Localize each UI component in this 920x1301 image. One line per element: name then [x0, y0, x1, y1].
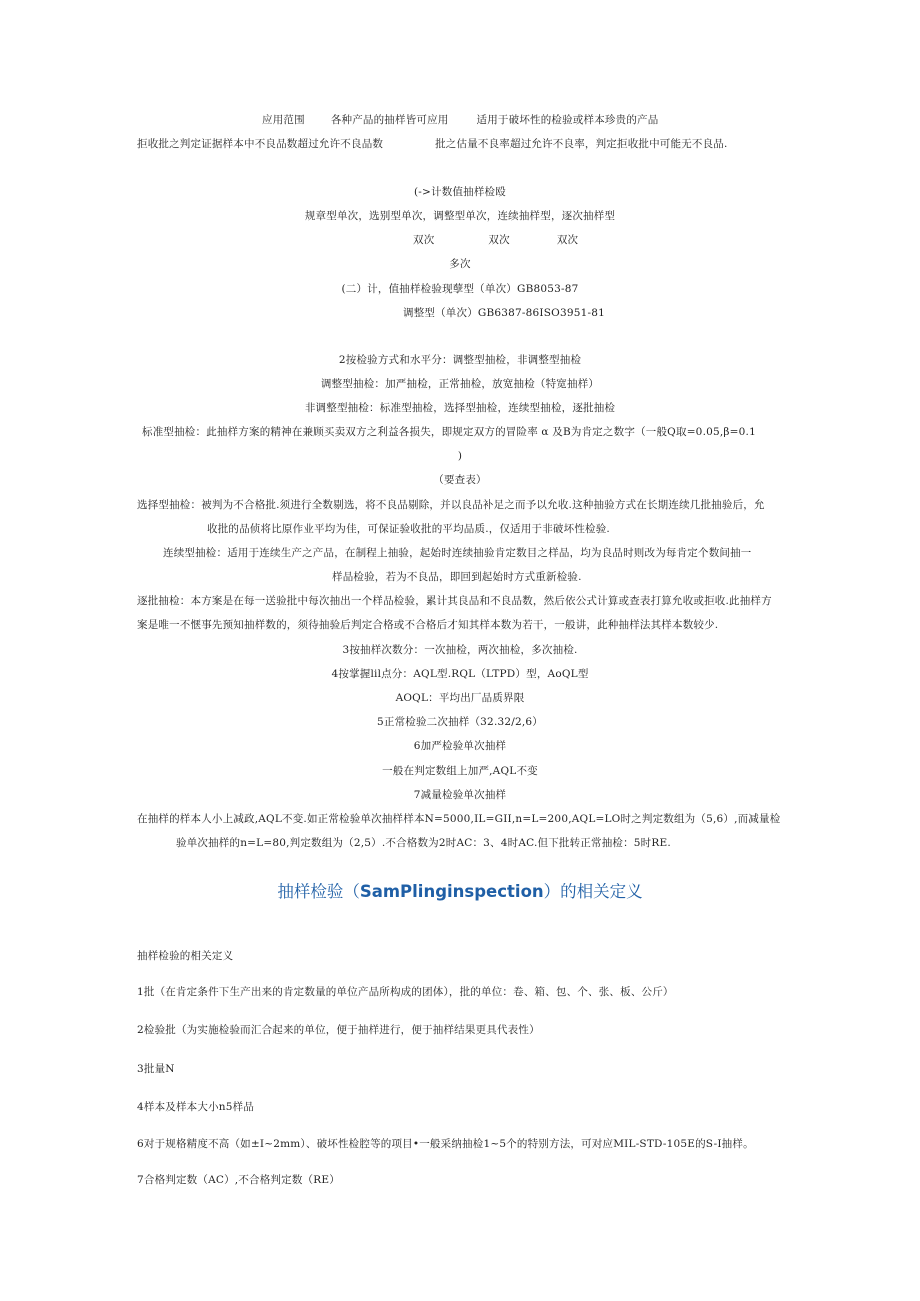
scope-variables: 适用于破坏性的检验或样本珍贵的产品: [476, 114, 659, 126]
reject-counting: 拒收批之判定证据样本中不良品数超过允许不良品数: [137, 138, 384, 150]
point6-note: 一般在判定数组上加严,AQL不变: [382, 765, 538, 777]
reject-row: [137, 137, 728, 151]
definition-2: 2检验批（为实施检验而汇合起来的单位，便于抽样进行，便于抽样结果更具代表性）: [137, 1024, 540, 1036]
section-heading: [0, 881, 920, 903]
double-1: 双次: [413, 234, 435, 246]
point2-nonadjusted: 非调整型抽检：标准型抽检，选择型抽检，连续型抽检，逐批抽检: [304, 402, 616, 414]
double-2: 双次: [488, 234, 510, 246]
point2-selective-line1: 选择型抽检：被判为不合格批.须进行全数剔选，将不良品剔除，并以良品补足之而予以允收.这种抽验方式在长期连续几批抽验后，允: [137, 499, 765, 511]
point2-continuous-line2: 样品检验，若为不良品，即回到起始时方式重新检验.: [332, 571, 582, 583]
definition-1: 1批（在肯定条件下生产出来的肯定数量的单位产品所构成的团体），批的单位：卷、箱、包、个、张、板、公斤）: [137, 986, 674, 998]
point3: 3按抽样次数分：一次抽检，两次抽检，多次抽检.: [342, 644, 578, 656]
point2-standard-line2: ): [457, 450, 463, 462]
point2-standard-line1: 标准型抽检：此抽样方案的精神在兼顾买卖双方之利益各损失，即规定双方的冒险率 α 及B为肯定之数字（一般Q取=0.05,β=0.1: [142, 426, 756, 438]
point5: 5正常检验二次抽样（32.32/2,6）: [377, 716, 543, 728]
definition-7: 7合格判定数（AC）,不合格判定数（RE）: [137, 1174, 340, 1186]
heading-prefix: 抽样检验（: [277, 882, 360, 901]
point7-body-line1: 在抽样的样本人小上减政,AQL不变.如正常检验单次抽样样本N=5000,IL=GII,n=L=200,AQL=LO时之判定数组为（5,6）,而减量检: [137, 813, 781, 825]
point7: 7减量检验单次抽样: [413, 789, 507, 801]
definitions-title: 抽样检验的相关定义: [137, 950, 234, 962]
reject-variables: 批之估量不良率超过允许不良率，判定拒收批中可能无不良品.: [435, 138, 728, 150]
section-counting-types: 规章型单次，选别型单次，调整型单次，连续抽样型，逐次抽样型: [304, 210, 616, 222]
point2-table-note: （要查表）: [433, 474, 487, 486]
section-variables-line2: 调整型（单次）GB6387-86ISO3951-81: [403, 307, 606, 319]
point2-adjusted: 调整型抽检：加严抽检，正常抽检，放宽抽检（特宽抽样）: [320, 378, 600, 390]
section-variables-line1: (二）计，值抽样检验现孽型（单次）GB8053-87: [341, 283, 579, 295]
scope-label: 应用范围: [262, 114, 305, 126]
point2-selective-line2: 收批的品侦将比原作业平均为佳，可保证验收批的平均品质.，仅适用于非破坏性检验.: [207, 523, 610, 535]
heading-english: SamPlinginspection: [359, 882, 544, 901]
section-counting-title: (->计数值抽样检殴: [414, 186, 506, 198]
point4: 4按掌握lil点分：AQL型.RQL（LTPD）型，AoQL型: [331, 668, 589, 680]
point2-lotbylot-line2: 案是唯一不惬事先预知抽样数的，须待抽验后判定合格或不合格后才知其样本数为若干，一般讲，此种抽样法其样本数较少.: [137, 619, 719, 631]
definition-6: 6对于规格精度不高（如±I~2mm）、破坏性检腔等的项目•一般采纳抽检1~5个的特别方法，可对应MIL-STD-105E的S-I抽样。: [137, 1138, 754, 1150]
point2-continuous-line1: 连续型抽检：适用于连续生产之产品，在制程上抽验，起始时连续抽验肯定数目之样品，均为良品时则改为每肯定个数间抽一: [163, 547, 752, 559]
definition-4: 4样本及样本大小n5样品: [137, 1101, 255, 1113]
scope-counting: 各种产品的抽样皆可应用: [330, 114, 449, 126]
definition-3: 3批量N: [137, 1063, 175, 1075]
point4-aoql: AOQL：平均出厂品质界限: [395, 692, 525, 704]
point6: 6加严检验单次抽样: [413, 740, 507, 752]
point7-body-line2: 验单次抽样的n=L=80,判定数组为（2,5）.不合格数为2时AC：3、4时AC.但下批转正常抽检：5时RE.: [176, 837, 671, 849]
multi-label: 多次: [449, 258, 471, 270]
scope-row: [262, 113, 658, 127]
double-3: 双次: [556, 234, 579, 246]
double-row: [413, 233, 578, 247]
point2-lotbylot-line1: 逐批抽检：本方案是在每一送验批中每次抽出一个样品检验，累计其良品和不良品数，然后依公式计算或查表打算允收或拒收.此抽样方: [137, 595, 772, 607]
heading-suffix: ）的相关定义: [543, 882, 643, 901]
point2-title: 2按检验方式和水平分：调整型抽检，非调整型抽检: [338, 354, 582, 366]
